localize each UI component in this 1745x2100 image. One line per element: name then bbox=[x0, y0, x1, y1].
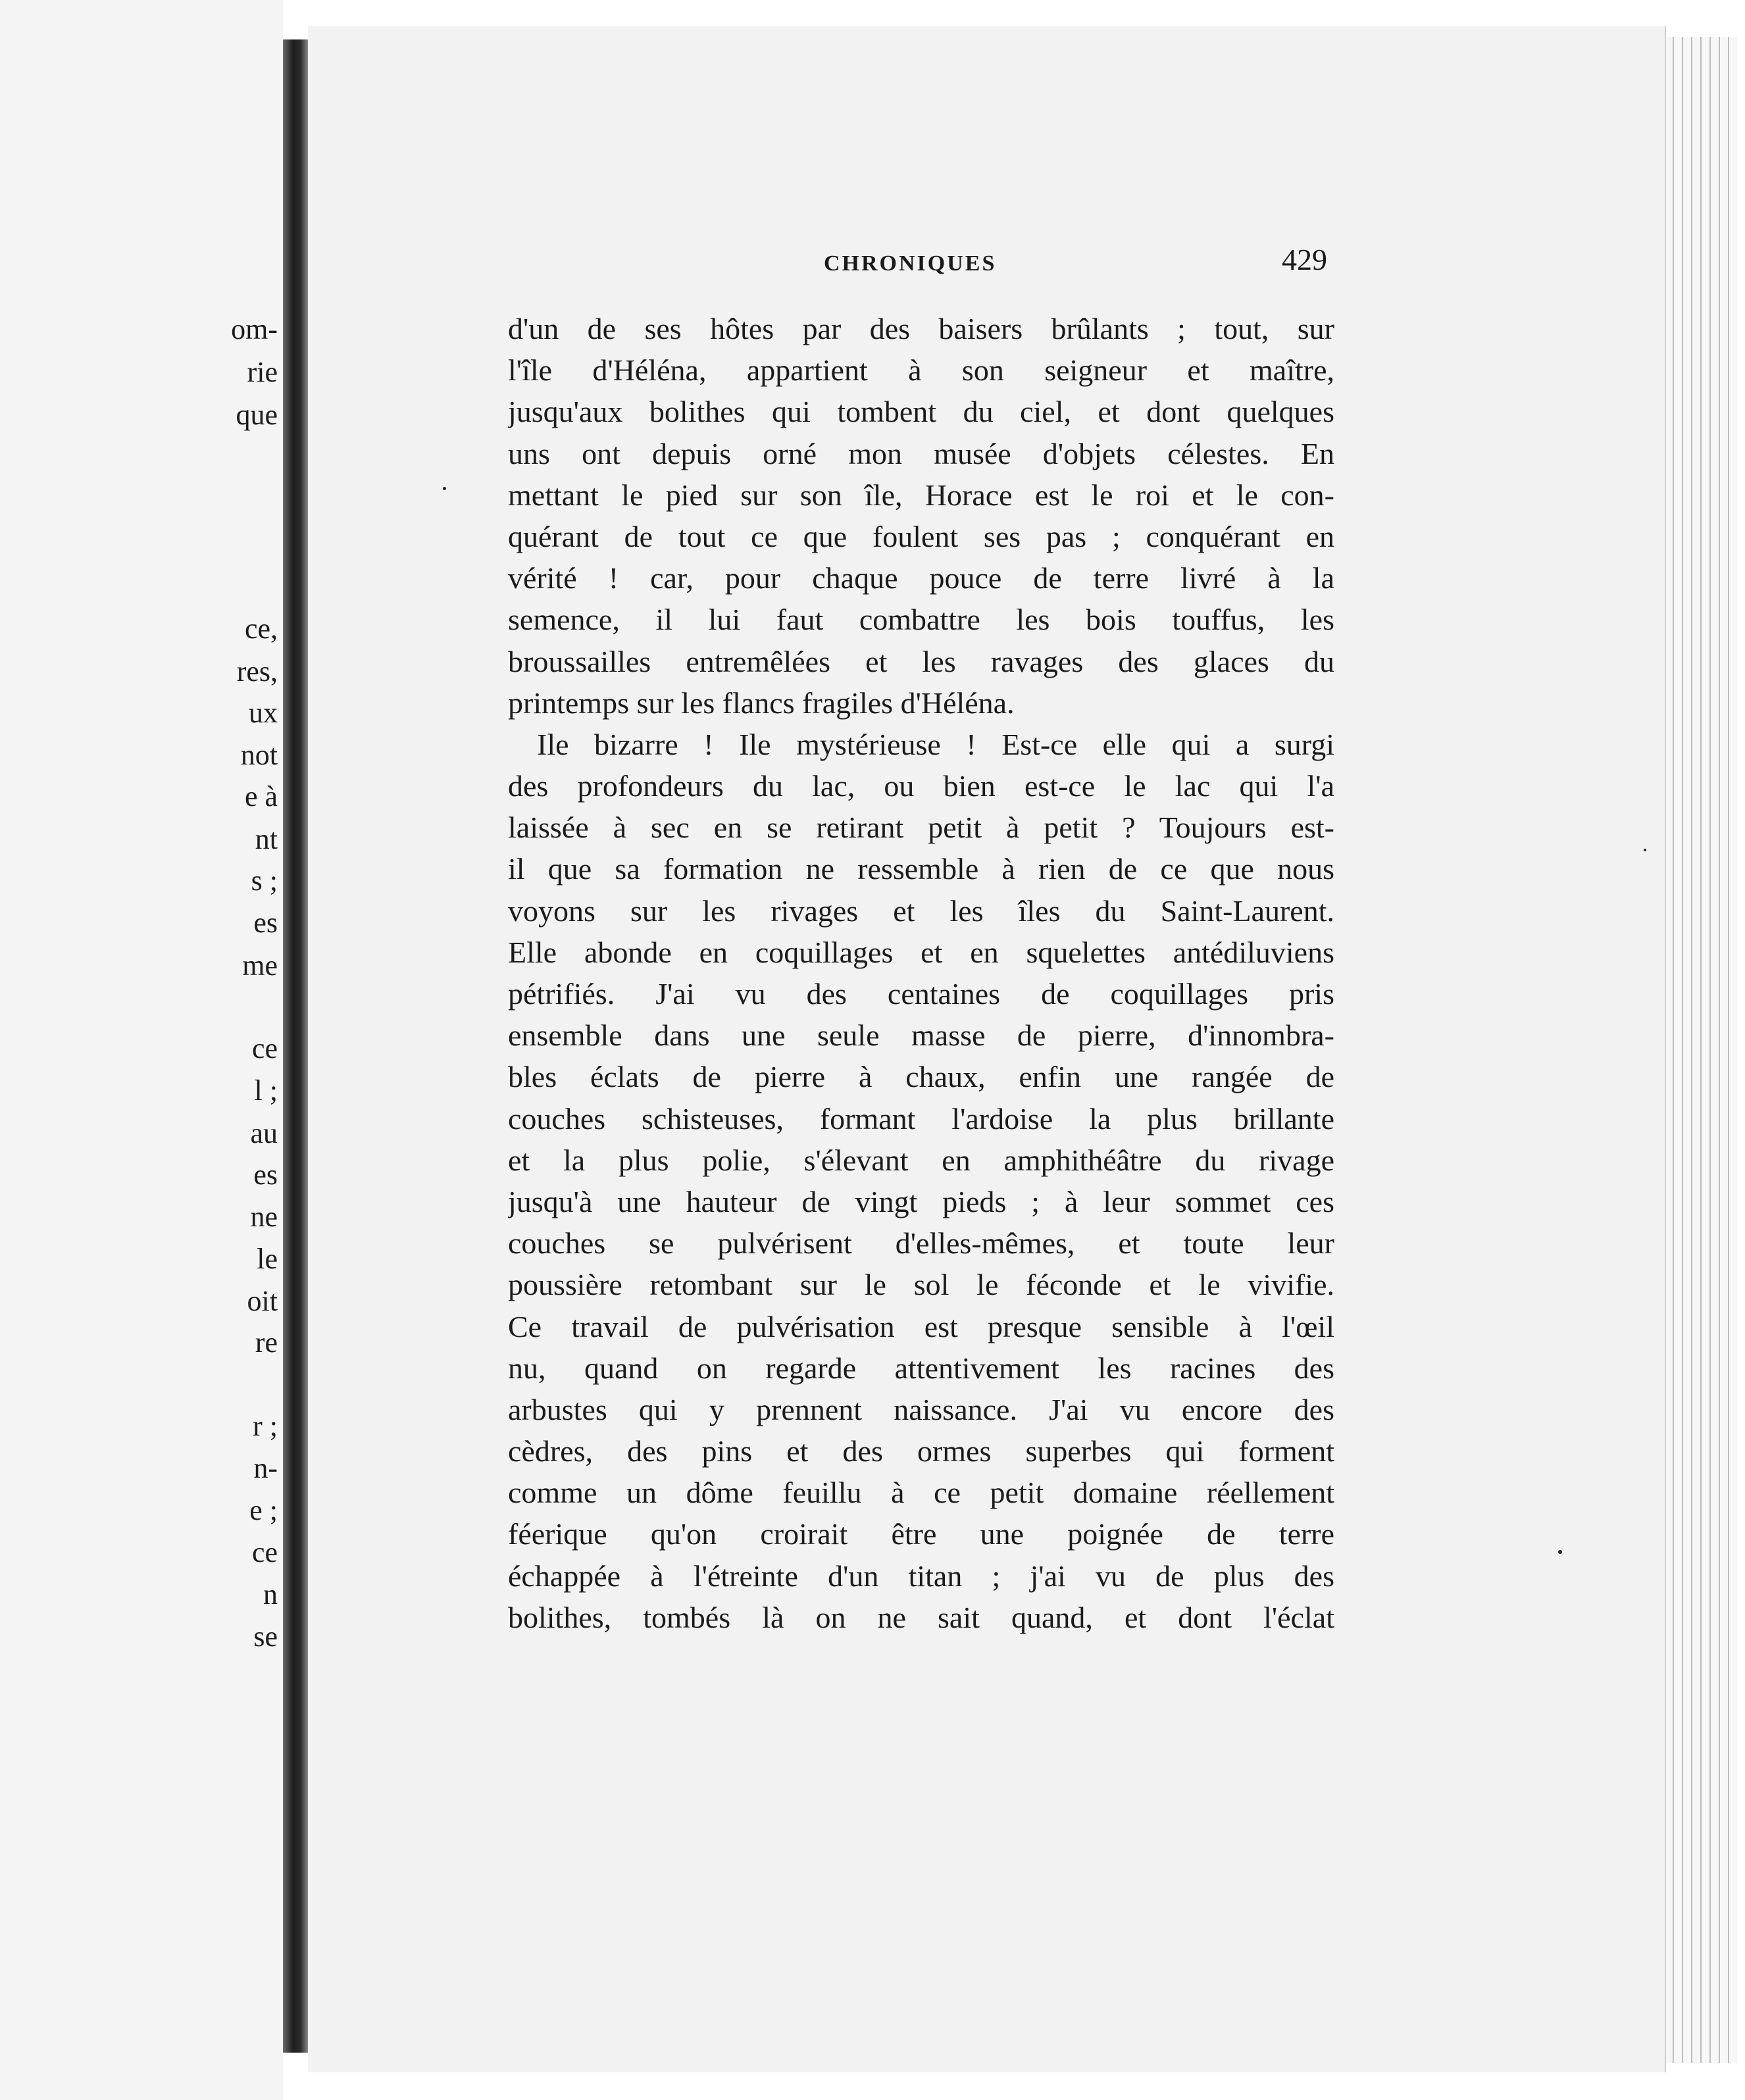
text-line: et la plus polie, s'élevant en amphithéâtre du rivage bbox=[508, 1143, 1334, 1177]
left-page-fragment: ce bbox=[251, 1032, 278, 1064]
text-line: printemps sur les flancs fragiles d'Héléna. bbox=[508, 686, 1015, 720]
left-page-fragment: le bbox=[257, 1243, 278, 1275]
left-page-fragment: e ; bbox=[249, 1494, 278, 1526]
left-page-fragment: s ; bbox=[251, 864, 278, 897]
text-line: bolithes, tombés là on ne sait quand, et dont l'éclat bbox=[508, 1600, 1334, 1634]
text-line: Ile bizarre ! Ile mystérieuse ! Est-ce elle qui a surgi bbox=[537, 727, 1334, 761]
left-page-fragment: re bbox=[255, 1326, 278, 1359]
left-page-fragment: au bbox=[250, 1117, 278, 1149]
page-edges bbox=[1665, 37, 1737, 2063]
text-line: Ce travail de pulvérisation est presque sensible à l'œil bbox=[508, 1309, 1334, 1343]
text-line: broussailles entremêlées et les ravages des glaces du bbox=[508, 644, 1334, 678]
left-page-fragment: n bbox=[263, 1578, 278, 1611]
text-line: pétrifiés. J'ai vu des centaines de coquillages pris bbox=[508, 977, 1334, 1011]
left-page-fragment: es bbox=[253, 1159, 278, 1191]
text-line: voyons sur les rivages et les îles du Saint-Laurent. bbox=[508, 893, 1334, 928]
text-line: quérant de tout ce que foulent ses pas ; conquérant en bbox=[508, 519, 1334, 553]
text-line: échappée à l'étreinte d'un titan ; j'ai vu de plus des bbox=[508, 1559, 1334, 1593]
scan-speck bbox=[1558, 1550, 1562, 1554]
left-page-fragment: ce bbox=[251, 1536, 278, 1568]
left-page-fragment: rie bbox=[247, 356, 278, 388]
text-line: couches se pulvérisent d'elles-mêmes, et toute leur bbox=[508, 1226, 1334, 1261]
left-page-fragment: r ; bbox=[253, 1410, 278, 1442]
text-line: poussière retombant sur le sol le féconde et le vivifie. bbox=[508, 1268, 1334, 1302]
text-line: féerique qu'on croirait être une poignée de terre bbox=[508, 1517, 1334, 1551]
left-page-fragment: se bbox=[253, 1620, 278, 1653]
left-page-fragment: ce, bbox=[244, 612, 278, 645]
left-page-fragment: om- bbox=[231, 313, 278, 345]
text-line: des profondeurs du lac, ou bien est-ce le lac qui l'a bbox=[508, 769, 1334, 803]
left-page-fragment: res, bbox=[236, 655, 278, 688]
left-page-fragment: me bbox=[242, 949, 278, 982]
page-number: 429 bbox=[1282, 243, 1327, 276]
text-line: vérité ! car, pour chaque pouce de terre livré à la bbox=[508, 561, 1334, 595]
scan-speck bbox=[443, 487, 446, 490]
left-page-fragment: que bbox=[236, 399, 278, 431]
text-line: cèdres, des pins et des ormes superbes qui forment bbox=[508, 1434, 1334, 1468]
text-line: nu, quand on regarde attentivement les racines des bbox=[508, 1351, 1334, 1385]
left-page-fragment: es bbox=[253, 907, 278, 939]
left-page-fragment: nt bbox=[255, 823, 278, 855]
text-line: semence, il lui faut combattre les bois touffus, les bbox=[508, 603, 1334, 637]
text-line: ensemble dans une seule masse de pierre, d'innombra- bbox=[508, 1018, 1334, 1053]
left-page-fragment: oit bbox=[247, 1285, 278, 1317]
left-page-fragment: ux bbox=[249, 697, 278, 729]
text-line: bles éclats de pierre à chaux, enfin une rangée de bbox=[508, 1060, 1334, 1094]
text-line: arbustes qui y prennent naissance. J'ai vu encore des bbox=[508, 1392, 1334, 1426]
text-line: jusqu'à une hauteur de vingt pieds ; à leur sommet ces bbox=[508, 1184, 1334, 1218]
text-line: il que sa formation ne ressemble à rien de ce que nous bbox=[508, 852, 1334, 886]
text-line: mettant le pied sur son île, Horace est le roi et le con- bbox=[508, 478, 1334, 512]
text-line: l'île d'Héléna, appartient à son seigneur et maître, bbox=[508, 353, 1334, 388]
text-line: uns ont depuis orné mon musée d'objets célestes. En bbox=[508, 436, 1334, 470]
text-line: d'un de ses hôtes par des baisers brûlants ; tout, sur bbox=[508, 312, 1334, 345]
left-page-fragment: l ; bbox=[254, 1074, 278, 1107]
left-page-fragment: n- bbox=[253, 1452, 278, 1484]
text-line: laissée à sec en se retirant petit à petit ? Toujours est- bbox=[508, 811, 1334, 845]
text-line: couches schisteuses, formant l'ardoise la plus brillante bbox=[508, 1101, 1334, 1136]
text-line: jusqu'aux bolithes qui tombent du ciel, et dont quelques bbox=[508, 395, 1334, 429]
left-page-fragment: ne bbox=[250, 1201, 278, 1233]
left-page-edge bbox=[0, 0, 283, 2100]
text-line: Elle abonde en coquillages et en squelettes antédiluviens bbox=[508, 935, 1334, 969]
body-text bbox=[508, 308, 1334, 1638]
text-line: comme un dôme feuillu à ce petit domaine réellement bbox=[508, 1476, 1334, 1510]
book-gutter bbox=[283, 39, 308, 2053]
left-page-fragment: not bbox=[240, 739, 278, 771]
left-page-fragment: e à bbox=[244, 780, 278, 813]
scan-speck bbox=[1644, 849, 1646, 851]
running-head: CHRONIQUES bbox=[824, 251, 997, 276]
